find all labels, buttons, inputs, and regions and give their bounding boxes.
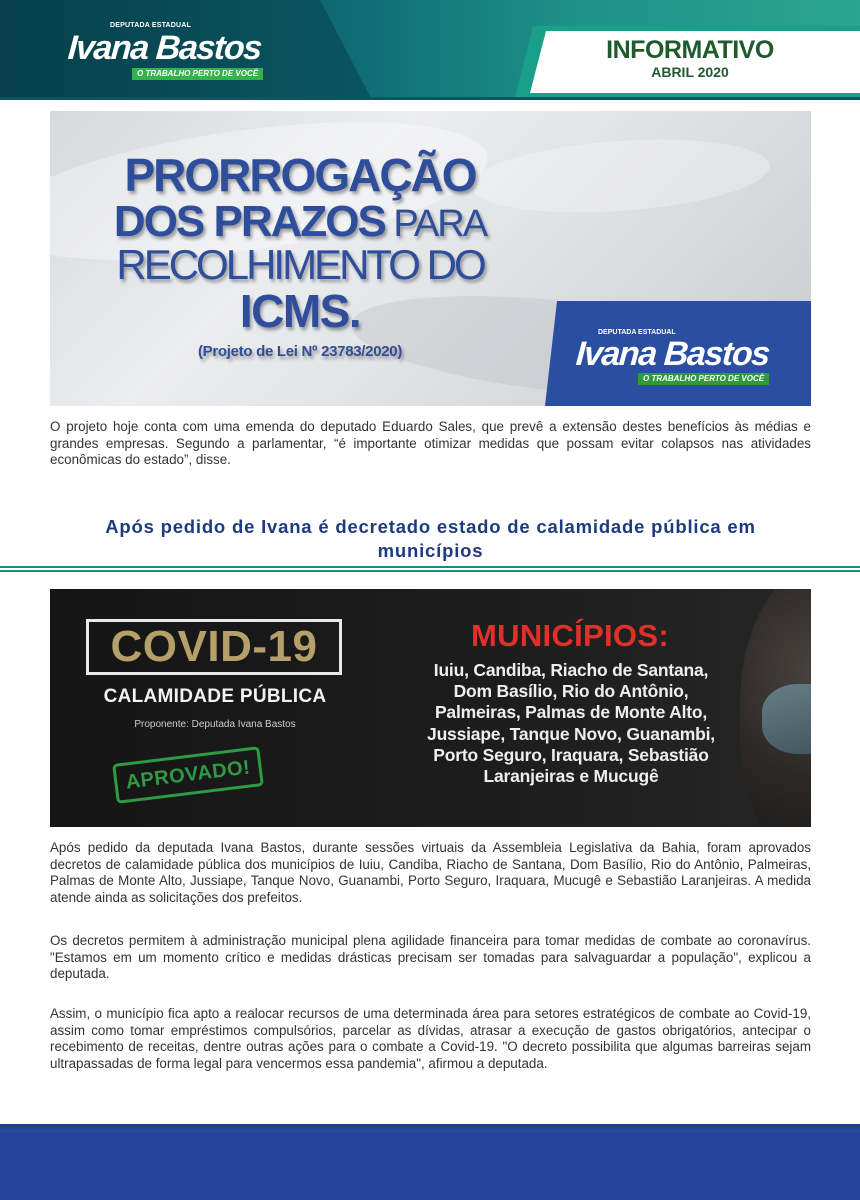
banner-headline-line2-bold: DOS PRAZOS (113, 197, 385, 246)
face-mask-shape (762, 684, 811, 754)
banner-headline-line1: PRORROGAÇÃO (124, 149, 476, 201)
banner-logo-subtitle: DEPUTADA ESTADUAL (598, 329, 676, 336)
icms-banner-image (50, 111, 811, 406)
municipalities-list: Iuiu, Candiba, Riacho de Santana, Dom Basílio, Rio do Antônio, Palmeiras, Palmas de Monte Alto, Jussiape, Tanque Novo, Guanambi, Porto Seguro, Iraquara, Sebastião Laranjeiras e Mucugê (427, 660, 715, 787)
article-paragraph: Assim, o município fica apto a realocar recursos de uma determinada área para setores estratégicos de combate ao Covid-19, assim como tomar empréstimos compulsórios, parcelar as dívidas, atrasar a execução de gastos obrigatórios, antecipar o recebimento de receitas, dentre outras ações para o combate a Covid-19. "O decreto possibilita que algumas barreiras sejam ultrapassadas de forma legal para vencermos essa pandemia", afirmou a deputada. (50, 1006, 811, 1071)
newsletter-title: INFORMATIVO (606, 36, 774, 64)
logo-subtitle: DEPUTADA ESTADUAL (110, 22, 192, 29)
covid-heading: COVID-19 (110, 622, 318, 671)
municipalities-heading: MUNICÍPIOS: (471, 618, 669, 653)
section-divider (0, 566, 860, 572)
header-logo (68, 22, 298, 84)
article-paragraph: Após pedido da deputada Ivana Bastos, durante sessões virtuais da Assembleia Legislativa da Bahia, foram aprovados decretos de calamidade pública dos municípios de Iuiu, Candiba, Riacho de Santana, Dom Basílio, Rio do Antônio, Palmeiras, Palmas de Monte Alto, Jussiape, Tanque Novo, Guanambi, Porto Seguro, Iraquara, Mucugê e Sebastião Laranjeiras. A medida atende ainda as solicitações dos prefeitos. (50, 840, 811, 905)
article-headline: Após pedido de Ivana é decretado estado de calamidade pública em municípios (105, 516, 756, 561)
banner-logo (576, 329, 796, 389)
header-bottom-line (0, 97, 860, 100)
calamity-heading: CALAMIDADE PÚBLICA (103, 686, 327, 707)
logo-name: Ivana Bastos (66, 29, 263, 67)
article-paragraph: O projeto hoje conta com uma emenda do deputado Eduardo Sales, que prevê a extensão destes benefícios às médias e grandes empresas. Segundo a parlamentar, “é importante otimizar medidas que possam evitar colapsos nas atividades econômicas do estado”, disse. (50, 419, 811, 468)
banner-headline-line2 (90, 199, 510, 247)
banner-headline-line2-thin: PARA (384, 203, 487, 245)
newsletter-date: ABRIL 2020 (651, 64, 729, 80)
logo-slogan: O TRABALHO PERTO DE VOCÊ (132, 68, 263, 80)
banner-headline-line4: ICMS. (239, 285, 361, 337)
banner-texture (468, 131, 772, 222)
covid-banner-image (50, 589, 811, 827)
page-header (0, 0, 860, 100)
proponent-label: Proponente: Deputada Ivana Bastos (134, 719, 296, 730)
page-footer (0, 1124, 860, 1200)
banner-logo-name: Ivana Bastos (574, 335, 771, 373)
banner-logo-slogan: O TRABALHO PERTO DE VOCÊ (638, 373, 769, 385)
article-paragraph: Os decretos permitem à administração municipal plena agilidade financeira para tomar medidas de combate ao coronavírus. "Estamos em um momento crítico e medidas drásticas precisam ser tomadas para salvaguardar a população", explicou a deputada. (50, 933, 811, 982)
footer-top-band (0, 1124, 860, 1132)
approved-stamp: APROVADO! (112, 746, 264, 804)
banner-headline-line3: RECOLHIMENTO DO (116, 241, 484, 288)
banner-bill-number: (Projeto de Lei Nº 23783/2020) (197, 343, 403, 360)
